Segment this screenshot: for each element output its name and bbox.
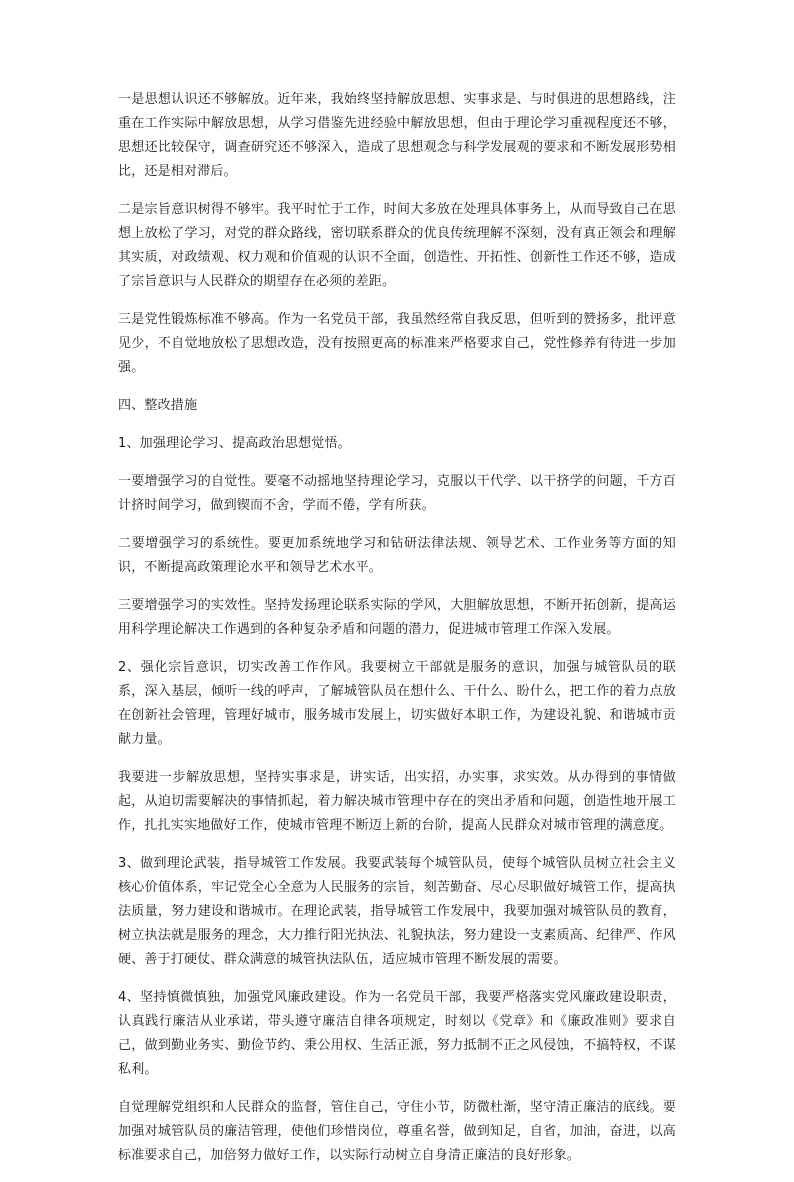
paragraph-work-style: 2、强化宗旨意识，切实改善工作作风。我要树立干部就是服务的意识，加强与城管队员的联系，深入基层，倾听一线的呼声，了解城管队员在想什么、干什么、盼什么，把工作的着力点放在创新社会管理，管理好城市，服务城市发展上，切实做好本职工作，为建设礼貌、和谐城市贡献力量。 xyxy=(118,660,676,747)
paragraph-practical-action: 我要进一步解放思想，坚持实事求是，讲实话，出实招，办实事，求实效。从办得到的事情做起，从迫切需要解决的事情抓起，着力解决城市管理中存在的突出矛盾和问题，创造性地开展工作，扎扎实实地做好工作，使城市管理不断迈上新的台阶，提高人民群众对城市管理的满意度。 xyxy=(118,770,676,833)
paragraph-party-spirit: 三是党性锻炼标准不够高。作为一名党员干部，我虽然经常自我反思，但听到的赞扬多，批评意见少，不自觉地放松了思想改造，没有按照更高的标准来严格要求自己，党性修养有待进一步加强。 xyxy=(118,312,676,375)
paragraph-purpose-awareness: 二是宗旨意识树得不够牢。我平时忙于工作，时间大多放在处理具体事务上，从而导致自己在思想上放松了学习，对党的群众路线，密切联系群众的优良传统理解不深刻，没有真正领会和理解其实质，对政绩观、权力观和价值观的认识不全面，创造性、开拓性、创新性工作还不够，造成了宗旨意识与人民群众的期望存在必须的差距。 xyxy=(118,202,676,289)
subheading-theory-study: 1、加强理论学习、提高政治思想觉悟。 xyxy=(118,436,351,451)
section-heading-rectification: 四、整改措施 xyxy=(118,398,198,413)
paragraph-study-effectiveness: 三要增强学习的实效性。坚持发扬理论联系实际的学风，大胆解放思想，不断开拓创新，提高运用科学理论解决工作遇到的各种复杂矛盾和问题的潜力，促进城市管理工作深入发展。 xyxy=(118,598,676,637)
document-body xyxy=(118,88,676,1182)
paragraph-study-system: 二要增强学习的系统性。要更加系统地学习和钻研法律法规、领导艺术、工作业务等方面的知识，不断提高政策理论水平和领导艺术水平。 xyxy=(118,536,676,575)
paragraph-ideology: 一是思想认识还不够解放。近年来，我始终坚持解放思想、实事求是、与时俱进的思想路线，注重在工作实际中解放思想，从学习借鉴先进经验中解放思想，但由于理论学习重视程度还不够，思想还比较保守，调查研究还不够深入，造成了思想观念与科学发展观的要求和不断发展形势相比，还是相对滞后。 xyxy=(118,92,676,179)
paragraph-theory-guidance: 3、做到理论武装，指导城管工作发展。我要武装每个城管队员，使每个城管队员树立社会主义核心价值体系，牢记党全心全意为人民服务的宗旨，刻苦勤奋、尽心尽职做好城管工作，提高执法质量，努力建设和谐城市。在理论武装，指导城管工作发展中，我要加强对城管队员的教育，树立执法就是服务的理念，大力推行阳光执法、礼貌执法，努力建设一支素质高、纪律严、作风硬、善于打硬仗、群众满意的城管执法队伍，适应城市管理不断发展的需要。 xyxy=(118,856,676,967)
paragraph-integrity: 4、坚持慎微慎独，加强党风廉政建设。作为一名党员干部，我要严格落实党风廉政建设职责，认真践行廉洁从业承诺，带头遵守廉洁自律各项规定，时刻以《党章》和《廉政准则》要求自己，做到勤业务实、勤俭节约、秉公用权、生活正派，努力抵制不正之风侵蚀，不搞特权，不谋私利。 xyxy=(118,990,676,1077)
paragraph-study-initiative: 一要增强学习的自觉性。要毫不动摇地坚持理论学习，克服以干代学、以干挤学的问题，千方百计挤时间学习，做到锲而不舍，学而不倦，学有所获。 xyxy=(118,474,676,513)
paragraph-supervision: 自觉理解党组织和人民群众的监督，管住自己，守住小节，防微杜渐，坚守清正廉洁的底线。要加强对城管队员的廉洁管理，使他们珍惜岗位，尊重名誉，做到知足，自省，加油，奋进，以高标准要求自己，加倍努力做好工作，以实际行动树立自身清正廉洁的良好形象。 xyxy=(118,1100,676,1163)
